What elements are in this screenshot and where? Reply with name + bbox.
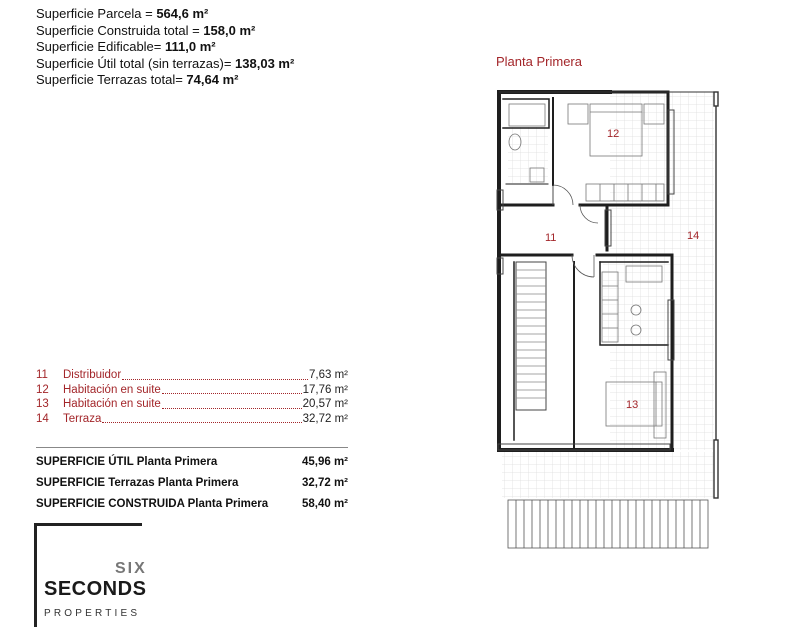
room-label-11: 11 — [545, 232, 557, 244]
plan-title: Planta Primera — [496, 54, 582, 69]
bathroom-13-floor — [603, 262, 665, 342]
room-name: Terraza — [63, 412, 102, 425]
staircase — [516, 262, 546, 410]
room-row-12 — [36, 383, 348, 398]
room-label-12: 12 — [607, 128, 620, 140]
total-value: 58,40 m² — [301, 498, 348, 510]
dot-leader — [122, 378, 308, 380]
exterior-steps — [508, 500, 708, 548]
logo-properties: PROPERTIES — [44, 608, 141, 619]
total-label: SUPERFICIE Terrazas Planta Primera — [36, 477, 239, 489]
spec-value: 111,0 m² — [165, 39, 216, 54]
shower-room-12 — [509, 104, 545, 126]
spec-label: Superficie Útil total (sin terrazas)= — [36, 55, 236, 71]
room-number: 11 — [36, 369, 48, 381]
room-name: Distribuidor — [63, 369, 122, 381]
room-row-11 — [36, 368, 348, 383]
spec-value: 138,03 m² — [235, 55, 295, 71]
room-area: 32,72 m² — [302, 412, 348, 425]
doors — [553, 185, 598, 277]
spec-label: Superficie Construida total = — [36, 22, 204, 38]
room-schedule — [36, 368, 348, 426]
logo-six: SIX — [115, 560, 147, 577]
bathroom-12-floor — [508, 127, 548, 183]
room-label-13: 13 — [626, 399, 639, 411]
spec-value: 564,6 m² — [156, 6, 209, 21]
spec-label: Superficie Edificable= — [36, 39, 165, 54]
dot-leader — [162, 392, 302, 394]
room-name: Habitación en suite — [63, 398, 161, 411]
total-terrazas — [36, 473, 348, 494]
room-number: 14 — [36, 412, 49, 425]
room-area: 17,76 m² — [302, 383, 348, 396]
total-label: SUPERFICIE CONSTRUIDA Planta Primera — [36, 498, 269, 510]
dot-leader — [102, 421, 301, 423]
room-row-14 — [36, 412, 348, 427]
room-number: 13 — [36, 398, 49, 411]
surface-totals — [36, 447, 348, 515]
total-construida — [36, 494, 348, 515]
logo-seconds: SECONDS — [44, 578, 147, 600]
logo-frame-left — [34, 523, 37, 627]
room-number: 12 — [36, 383, 49, 396]
spec-label: Superficie Parcela = — [36, 6, 157, 21]
dot-leader — [162, 407, 302, 409]
total-label: SUPERFICIE ÚTIL Planta Primera — [36, 456, 218, 468]
room-label-14: 14 — [687, 230, 700, 242]
room-name: Habitación en suite — [63, 383, 161, 396]
room-row-13 — [36, 397, 348, 412]
total-util — [36, 452, 348, 473]
total-value: 32,72 m² — [301, 477, 348, 489]
spec-value: 74,64 m² — [186, 72, 239, 87]
spec-value: 158,0 m² — [203, 22, 256, 38]
total-value: 45,96 m² — [301, 456, 348, 468]
logo-frame-top — [34, 523, 142, 526]
spec-label: Superficie Terrazas total= — [36, 72, 187, 87]
room-area: 20,57 m² — [302, 398, 348, 411]
room-area: 7,63 m² — [309, 369, 348, 381]
